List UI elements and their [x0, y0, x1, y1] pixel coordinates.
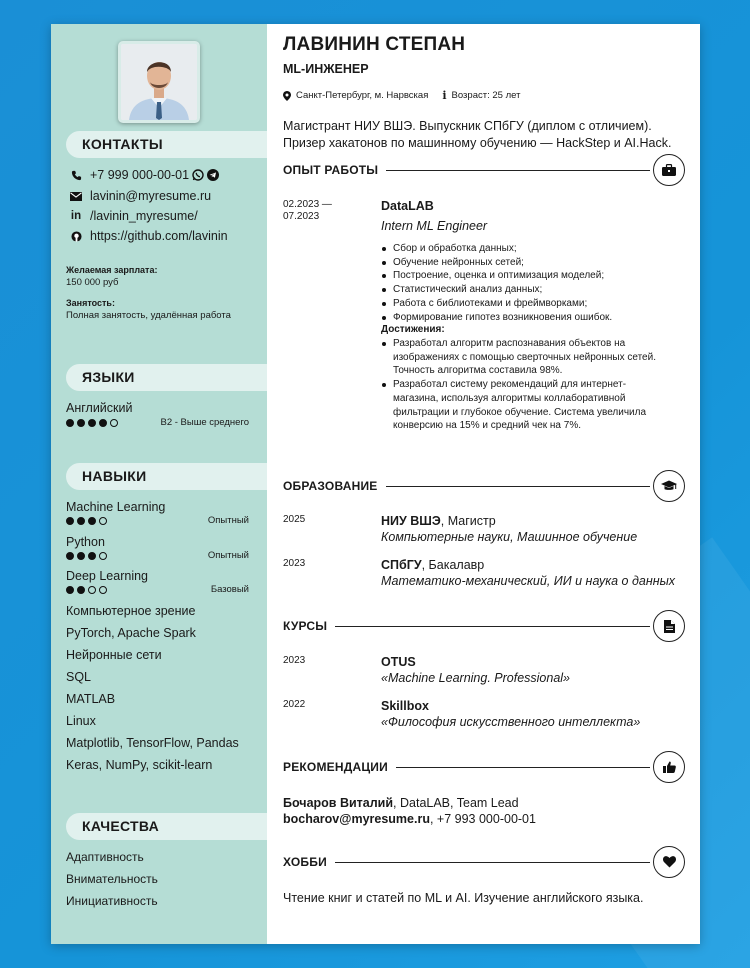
avatar: [118, 41, 200, 123]
achievements-heading: Достижения:: [381, 324, 445, 335]
recommender-name: Бочаров Виталий, DataLAB, Team Lead: [283, 796, 519, 810]
course-name: «Machine Learning. Professional»: [381, 671, 571, 685]
graduation-cap-icon: [653, 470, 685, 502]
person-name: ЛАВИНИН СТЕПАН: [283, 34, 466, 55]
telegram-icon[interactable]: [207, 169, 219, 181]
briefcase-icon: [653, 154, 685, 186]
section-divider: [386, 486, 651, 487]
experience-heading-row: [283, 153, 685, 187]
rating-dot-empty: [99, 517, 107, 525]
skill-item: Matplotlib, TensorFlow, Pandas: [66, 736, 239, 750]
skill-item: Keras, NumPy, scikit-learn: [66, 758, 213, 772]
list-item: Разработал систему рекомендаций для интернет-магазина, используя алгоритмы коллаборативной фильтрации и глубокое обучение. Система увеличила конверсию на 15% и средний чек на 7%.: [381, 378, 651, 433]
education-heading-row: [283, 469, 685, 503]
contact-email: [68, 187, 211, 205]
summary: Магистрант НИУ ВШЭ. Выпускник СПбГУ (диплом с отличием). Призер хакатонов по машинному обучению — HackStep и AI.Hack.: [283, 119, 672, 150]
sidebar: [51, 24, 267, 944]
experience-period-start: 02.2023 —: [283, 199, 332, 210]
recommendations-heading-row: [283, 750, 685, 784]
phone-icon: [68, 170, 84, 181]
skill-level-row: [66, 550, 249, 561]
skill-level-row: [66, 515, 249, 526]
skill-item: SQL: [66, 670, 92, 684]
education-title: СПбГУ, Бакалавр: [381, 558, 485, 572]
location-text: Санкт-Петербург, м. Нарвская: [296, 90, 429, 101]
education-year: 2025: [283, 514, 306, 525]
education-title: НИУ ВШЭ, Магистр: [381, 514, 496, 528]
hobbies-heading: ХОББИ: [283, 855, 327, 869]
age-text: Возраст: 25 лет: [451, 90, 521, 101]
hobbies-heading-row: [283, 845, 685, 879]
rating-dot-filled: [66, 419, 74, 427]
skill-item: PyTorch, Apache Spark: [66, 626, 196, 640]
github-link[interactable]: https://github.com/lavinin: [90, 229, 228, 243]
rating-dot-filled: [88, 552, 96, 560]
rating-dot-filled: [66, 586, 74, 594]
skill-item: Linux: [66, 714, 96, 728]
contact-phone: [68, 166, 219, 184]
quality-item: Инициативность: [66, 894, 158, 908]
skills-heading: НАВЫКИ: [66, 463, 267, 490]
courses-heading-row: [283, 609, 685, 643]
company-name: DataLAB: [381, 199, 434, 213]
education-heading: ОБРАЗОВАНИЕ: [283, 479, 378, 493]
course-year: 2023: [283, 655, 306, 666]
rating-dot-filled: [66, 552, 74, 560]
languages-heading: ЯЗЫКИ: [66, 364, 267, 391]
achievements-list: [381, 337, 661, 433]
qualities-heading: КАЧЕСТВА: [66, 813, 267, 840]
person-role: ML-ИНЖЕНЕР: [283, 62, 369, 76]
email-link[interactable]: lavinin@myresume.ru: [90, 189, 212, 203]
hobbies-text: Чтение книг и статей по ML и AI. Изучение английского языка.: [283, 891, 644, 905]
course-org: OTUS: [381, 655, 416, 669]
skill-item: Компьютерное зрение: [66, 604, 196, 618]
recommender-contact: bocharov@myresume.ru, +7 993 000-00-01: [283, 812, 536, 826]
employment-value: Полная занятость, удалённая работа: [66, 310, 231, 321]
language-level-label: B2 - Выше среднего: [160, 417, 249, 428]
list-item: Работа с библиотеками и фреймворками;: [381, 297, 661, 311]
section-divider: [335, 862, 650, 863]
course-year: 2022: [283, 699, 306, 710]
phone-number[interactable]: +7 999 000-00-01: [90, 168, 190, 182]
skill-level-label: Базовый: [210, 584, 249, 595]
rating-dot-empty: [99, 552, 107, 560]
list-item: Обучение нейронных сетей;: [381, 256, 661, 270]
linkedin-icon: in: [70, 210, 82, 222]
language-rating: [66, 419, 118, 427]
heart-icon: [653, 846, 685, 878]
skill-name: Machine Learning: [66, 500, 166, 514]
section-divider: [335, 626, 650, 627]
whatsapp-icon[interactable]: [192, 169, 204, 181]
rating-dot-filled: [77, 517, 85, 525]
rating-dot-empty: [110, 419, 118, 427]
resume-page: [51, 24, 700, 944]
rating-dot-filled: [66, 517, 74, 525]
skill-item: MATLAB: [66, 692, 116, 706]
experience-heading: ОПЫТ РАБОТЫ: [283, 163, 379, 177]
quality-item: Адаптивность: [66, 850, 144, 864]
info-icon: i: [442, 89, 447, 102]
mail-icon: [68, 192, 84, 201]
education-field: Математико-механический, ИИ и наука о данных: [381, 574, 676, 588]
recommendations-heading: РЕКОМЕНДАЦИИ: [283, 760, 388, 774]
thumbs-up-icon: [653, 751, 685, 783]
list-item: Статистический анализ данных;: [381, 283, 661, 297]
education-field: Компьютерные науки, Машинное обучение: [381, 530, 638, 544]
section-divider: [396, 767, 650, 768]
language-name: Английский: [66, 401, 133, 415]
location-pin-icon: [283, 91, 291, 101]
contacts-heading: КОНТАКТЫ: [66, 131, 267, 158]
list-item: Разработал алгоритм распознавания объектов на изображениях с помощью сверточных нейронных сетей. Точность алгоритма составила 98%.: [381, 337, 661, 378]
rating-dot-filled: [88, 517, 96, 525]
rating-dot-empty: [99, 586, 107, 594]
list-item: Сбор и обработка данных;: [381, 242, 661, 256]
salary-value: 150 000 руб: [66, 277, 119, 288]
contact-linkedin: [68, 207, 198, 225]
person-meta: [283, 89, 520, 102]
job-position: Intern ML Engineer: [381, 219, 488, 233]
quality-item: Внимательность: [66, 872, 158, 886]
recommender-email[interactable]: bocharov@myresume.ru: [283, 812, 430, 826]
skill-rating: [66, 586, 107, 594]
employment-label: Занятость:: [66, 298, 115, 308]
skill-item: Нейронные сети: [66, 648, 162, 662]
rating-dot-filled: [99, 419, 107, 427]
main-content: [267, 24, 700, 944]
skill-level-row: [66, 584, 249, 595]
salary-label: Желаемая зарплата:: [66, 265, 158, 275]
duties-list: [381, 242, 661, 324]
rating-dot-filled: [77, 419, 85, 427]
experience-period-end: 07.2023: [283, 211, 320, 222]
skill-rating: [66, 517, 107, 525]
skill-level-label: Опытный: [207, 515, 249, 526]
section-divider: [386, 170, 650, 171]
document-icon: [653, 610, 685, 642]
list-item: Построение, оценка и оптимизация моделей;: [381, 269, 661, 283]
skill-name: Python: [66, 535, 105, 549]
education-year: 2023: [283, 558, 306, 569]
course-name: «Философия искусственного интеллекта»: [381, 715, 641, 729]
rating-dot-filled: [77, 552, 85, 560]
language-level-row: [66, 417, 249, 428]
courses-heading: КУРСЫ: [283, 619, 328, 633]
skill-name: Deep Learning: [66, 569, 149, 583]
contact-github: [68, 227, 228, 245]
skill-rating: [66, 552, 107, 560]
rating-dot-filled: [77, 586, 85, 594]
github-icon: [68, 231, 84, 242]
course-org: Skillbox: [381, 699, 429, 713]
rating-dot-filled: [88, 419, 96, 427]
list-item: Формирование гипотез возникновения ошибок.: [381, 311, 661, 325]
linkedin-link[interactable]: /lavinin_myresume/: [90, 209, 198, 223]
rating-dot-empty: [88, 586, 96, 594]
skill-level-label: Опытный: [207, 550, 249, 561]
